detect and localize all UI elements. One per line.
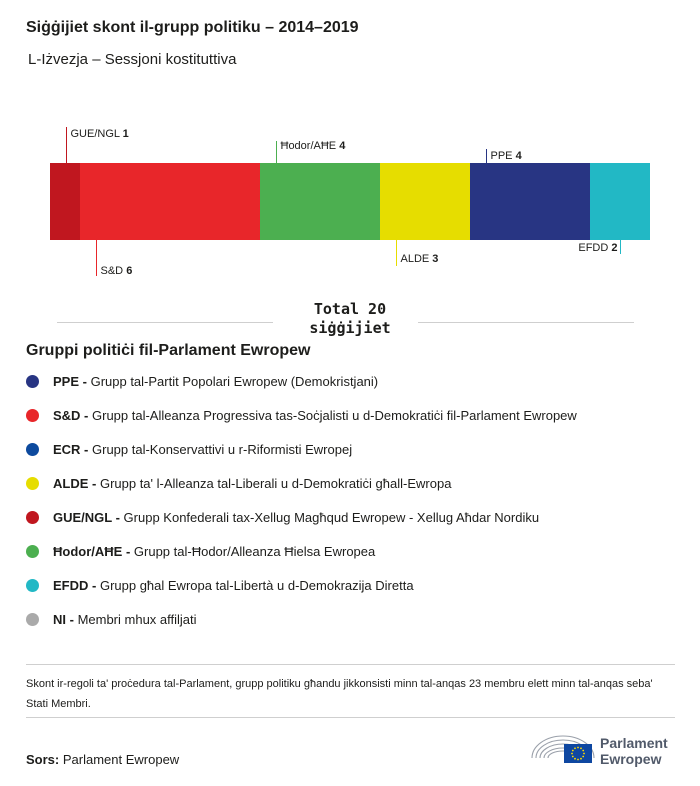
legend-text: Grupp tal-Partit Popolari Ewropew (Demokristjani) bbox=[86, 373, 379, 389]
seat-bar-chart bbox=[0, 120, 700, 280]
legend-abbr: NI - bbox=[53, 611, 74, 627]
legend-text: Membri mhux affiljati bbox=[73, 611, 197, 627]
segment-label-ppe: PPE 4 bbox=[490, 150, 522, 162]
hemicycle-icon bbox=[528, 728, 598, 768]
chart-subtitle: L-Iżvezja – Sessjoni kostituttiva bbox=[28, 51, 237, 68]
legend-abbr: GUE/NGL - bbox=[53, 509, 120, 525]
legend-text: Grupp tal-Konservattivi u r-Riformisti Ewropej bbox=[88, 441, 353, 457]
legend-item bbox=[26, 473, 451, 493]
legend-dot bbox=[26, 545, 39, 558]
legend-abbr: Ħodor/AĦE - bbox=[53, 543, 131, 559]
bar-segment-ppe bbox=[470, 163, 590, 240]
total-divider-left bbox=[57, 322, 273, 323]
legend-item bbox=[26, 575, 414, 595]
divider-top bbox=[26, 664, 675, 665]
legend-dot bbox=[26, 613, 39, 626]
parliament-logo bbox=[528, 728, 678, 768]
legend-dot bbox=[26, 511, 39, 524]
legend-item bbox=[26, 439, 352, 459]
bar-segment--odor-a-e bbox=[260, 163, 380, 240]
legend-text: Grupp Konfederali tax-Xellug Magħqud Ewropew - Xellug Aħdar Nordiku bbox=[119, 509, 540, 525]
legend-text: Grupp ta' l-Alleanza tal-Liberali u d-Demokratiċi għall-Ewropa bbox=[96, 475, 452, 491]
bar-segment-alde bbox=[380, 163, 470, 240]
legend-title: Gruppi politiċi fil-Parlament Ewropew bbox=[26, 342, 311, 359]
legend-abbr: PPE - bbox=[53, 373, 87, 389]
source-label: Sors: bbox=[26, 752, 60, 767]
divider-bottom bbox=[26, 717, 675, 718]
legend-abbr: EFDD - bbox=[53, 577, 97, 593]
logo-line1: Parlament bbox=[600, 735, 668, 751]
legend-item bbox=[26, 609, 197, 629]
legend-text: Grupp għal Ewropa tal-Libertà u d-Demokrazija Diretta bbox=[96, 577, 414, 593]
legend-abbr: ECR - bbox=[53, 441, 89, 457]
legend-abbr: ALDE - bbox=[53, 475, 97, 491]
segment-label-gue-ngl: GUE/NGL 1 bbox=[70, 128, 129, 140]
legend-text: Grupp tal-Alleanza Progressiva tas-Soċjalisti u d-Demokratiċi fil-Parlament Ewropew bbox=[88, 407, 577, 423]
legend-dot bbox=[26, 375, 39, 388]
total-seats-line2: siġġijiet bbox=[309, 319, 391, 337]
source bbox=[26, 752, 179, 767]
segment-label-s-d: S&D 6 bbox=[100, 265, 133, 277]
legend-abbr: S&D - bbox=[53, 407, 89, 423]
legend-dot bbox=[26, 409, 39, 422]
bar-segment-s-d bbox=[80, 163, 260, 240]
legend-dot bbox=[26, 477, 39, 490]
segment-label-alde: ALDE 3 bbox=[400, 253, 439, 265]
legend-item bbox=[26, 405, 577, 425]
total-divider-right bbox=[418, 322, 634, 323]
logo-line2: Ewropew bbox=[600, 751, 662, 767]
legend-dot bbox=[26, 443, 39, 456]
bar-segment-gue-ngl bbox=[50, 163, 80, 240]
segment-label-efdd: EFDD 2 bbox=[578, 242, 618, 254]
legend-item bbox=[26, 371, 378, 391]
chart-title: Siġġijiet skont il-grupp politiku – 2014–2019 bbox=[26, 19, 359, 36]
total-seats-line1: Total 20 bbox=[313, 300, 387, 318]
legend-item bbox=[26, 507, 539, 527]
legend-item bbox=[26, 541, 375, 561]
source-text: Parlament Ewropew bbox=[62, 752, 180, 767]
segment-label--odor-a-e: Ħodor/AĦE 4 bbox=[280, 140, 346, 152]
bar-segment-efdd bbox=[590, 163, 650, 240]
footnote: Skont ir-regoli ta' proċedura tal-Parlament, grupp politiku għandu jikkonsisti minn tal-anqas 23 membru elett minn tal-anqas seba' Stati Membri. bbox=[26, 678, 653, 710]
legend-dot bbox=[26, 579, 39, 592]
legend-text: Grupp tal-Ħodor/Alleanza Ħielsa Ewropea bbox=[130, 543, 376, 559]
total-seats bbox=[274, 300, 426, 338]
